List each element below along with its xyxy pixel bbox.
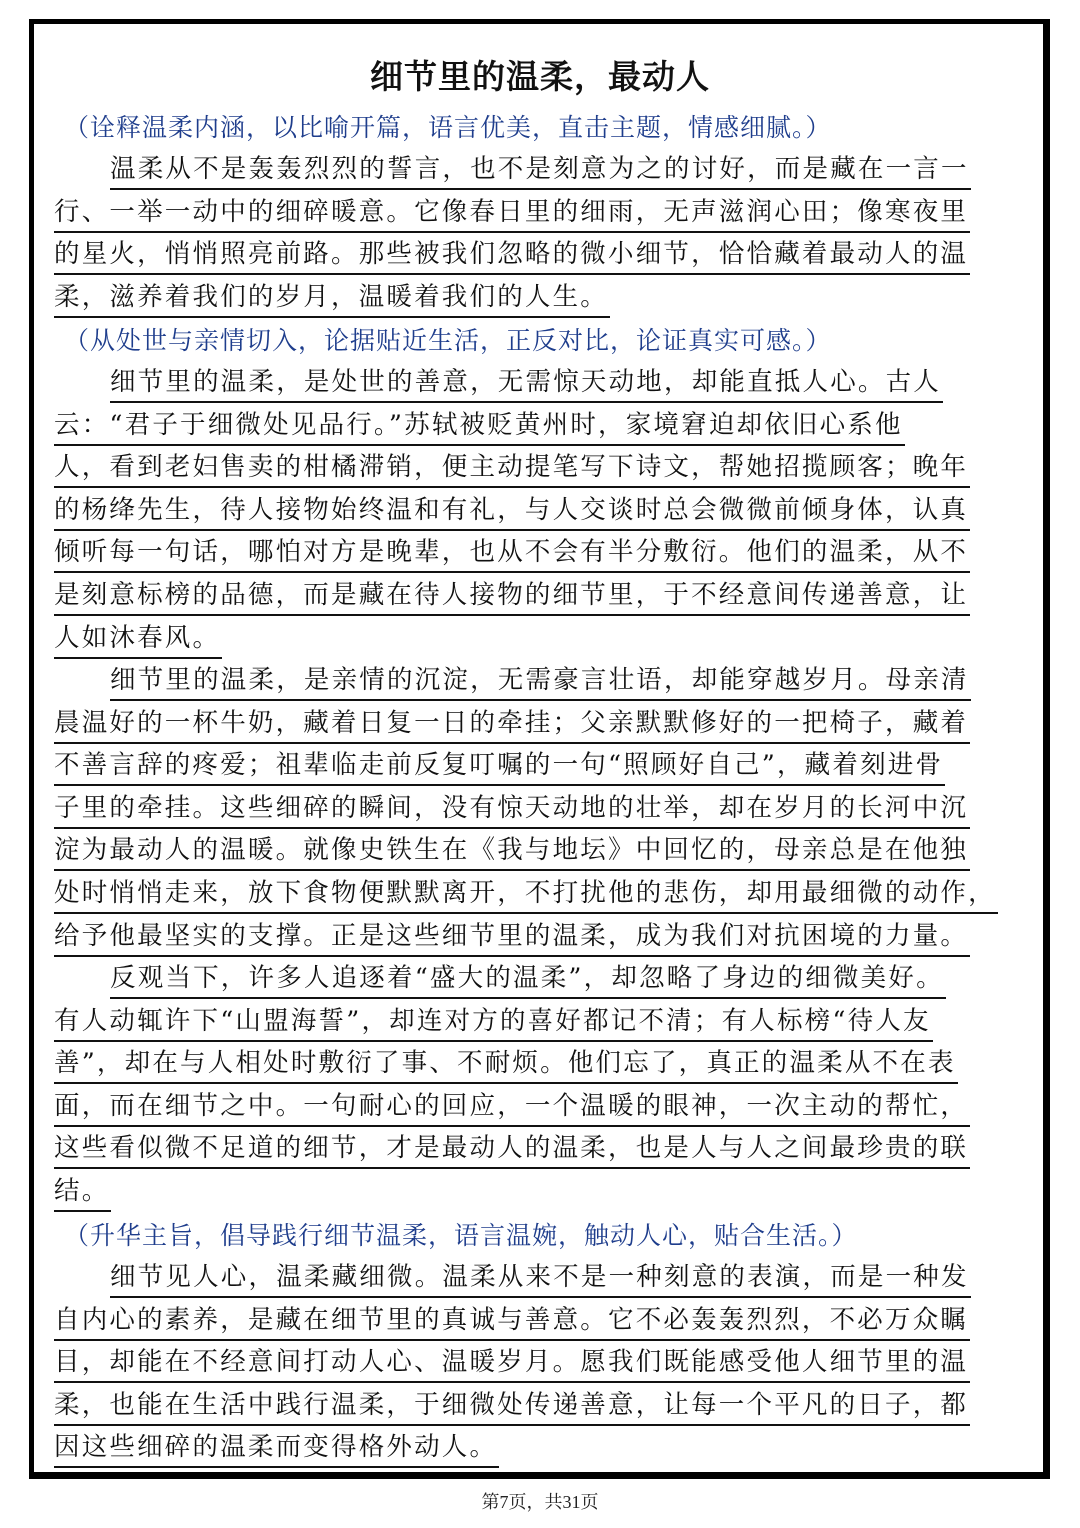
text-line: 子里的牵挂。这些细碎的瞬间，没有惊天动地的壮举，却在岁月的长河中沉: [54, 788, 1034, 831]
text-line: 的星火，悄悄照亮前路。那些被我们忽略的微小细节，恰恰藏着最动人的温: [54, 234, 1034, 277]
paragraph-1: [54, 149, 1034, 319]
text-line: 这些看似微不足道的细节，才是最动人的温柔，也是人与人之间最珍贵的联: [54, 1128, 1034, 1171]
annotation-note-2: （从处世与亲情切入，论据贴近生活，正反对比，论证真实可感。）: [64, 326, 832, 355]
text-line: 温柔从不是轰轰烈烈的誓言，也不是刻意为之的讨好，而是藏在一言一: [54, 149, 1034, 192]
annotation-note-1: （诠释温柔内涵，以比喻开篇，语言优美，直击主题，情感细腻。）: [64, 113, 832, 142]
essay-title: 细节里的温柔，最动人: [370, 57, 710, 96]
text-line: 处时悄悄走来，放下食物便默默离开，不打扰他的悲伤，却用最细微的动作，: [54, 873, 1034, 916]
text-line: 面，而在细节之中。一句耐心的回应，一个温暖的眼神，一次主动的帮忙，: [54, 1086, 1034, 1129]
paragraph-4: [54, 958, 1034, 1214]
text-line: 善”，却在与人相处时敷衍了事、不耐烦。他们忘了，真正的温柔从不在表: [54, 1043, 1034, 1086]
text-line: 因这些细碎的温柔而变得格外动人。: [54, 1427, 1034, 1470]
annotation-note-3: （升华主旨，倡导践行细节温柔，语言温婉，触动人心，贴合生活。）: [64, 1221, 858, 1250]
text-line: 反观当下，许多人追逐着“盛大的温柔”，却忽略了身边的细微美好。: [54, 958, 1034, 1001]
text-line: 细节里的温柔，是亲情的沉淀，无需豪言壮语，却能穿越岁月。母亲清: [54, 660, 1034, 703]
text-line: 柔，也能在生活中践行温柔，于细微处传递善意，让每一个平凡的日子，都: [54, 1385, 1034, 1428]
paragraph-5: [54, 1257, 1034, 1470]
text-line: 结。: [54, 1171, 1034, 1214]
paragraph-3: [54, 660, 1034, 958]
text-line: 柔，滋养着我们的岁月，温暖着我们的人生。: [54, 277, 1034, 320]
page-number: 第7页，共31页: [481, 1492, 599, 1512]
text-line: 倾听每一句话，哪怕对方是晚辈，也从不会有半分敷衍。他们的温柔，从不: [54, 532, 1034, 575]
text-line: 给予他最坚实的支撑。正是这些细节里的温柔，成为我们对抗困境的力量。: [54, 916, 1034, 959]
text-line: 淀为最动人的温暖。就像史铁生在《我与地坛》中回忆的，母亲总是在他独: [54, 830, 1034, 873]
text-line: 有人动辄许下“山盟海誓”，却连对方的喜好都记不清；有人标榜“待人友: [54, 1001, 1034, 1044]
text-line: 目，却能在不经意间打动人心、温暖岁月。愿我们既能感受他人细节里的温: [54, 1342, 1034, 1385]
text-line: 自内心的素养，是藏在细节里的真诚与善意。它不必轰轰烈烈，不必万众瞩: [54, 1300, 1034, 1343]
text-line: 人如沐春风。: [54, 618, 1034, 661]
text-line: 人，看到老妇售卖的柑橘滞销，便主动提笔写下诗文，帮她招揽顾客；晚年: [54, 447, 1034, 490]
text-line: 的杨绛先生，待人接物始终温和有礼，与人交谈时总会微微前倾身体，认真: [54, 490, 1034, 533]
text-line: 是刻意标榜的品德，而是藏在待人接物的细节里，于不经意间传递善意，让: [54, 575, 1034, 618]
paragraph-2: [54, 362, 1034, 660]
text-line: 细节见人心，温柔藏细微。温柔从来不是一种刻意的表演，而是一种发: [54, 1257, 1034, 1300]
text-line: 细节里的温柔，是处世的善意，无需惊天动地，却能直抵人心。古人: [54, 362, 1034, 405]
text-line: 云：“君子于细微处见品行。”苏轼被贬黄州时，家境窘迫却依旧心系他: [54, 405, 1034, 448]
text-line: 不善言辞的疼爱；祖辈临走前反复叮嘱的一句“照顾好自己”，藏着刻进骨: [54, 745, 1034, 788]
text-line: 晨温好的一杯牛奶，藏着日复一日的牵挂；父亲默默修好的一把椅子，藏着: [54, 703, 1034, 746]
text-line: 行、一举一动中的细碎暖意。它像春日里的细雨，无声滋润心田；像寒夜里: [54, 192, 1034, 235]
